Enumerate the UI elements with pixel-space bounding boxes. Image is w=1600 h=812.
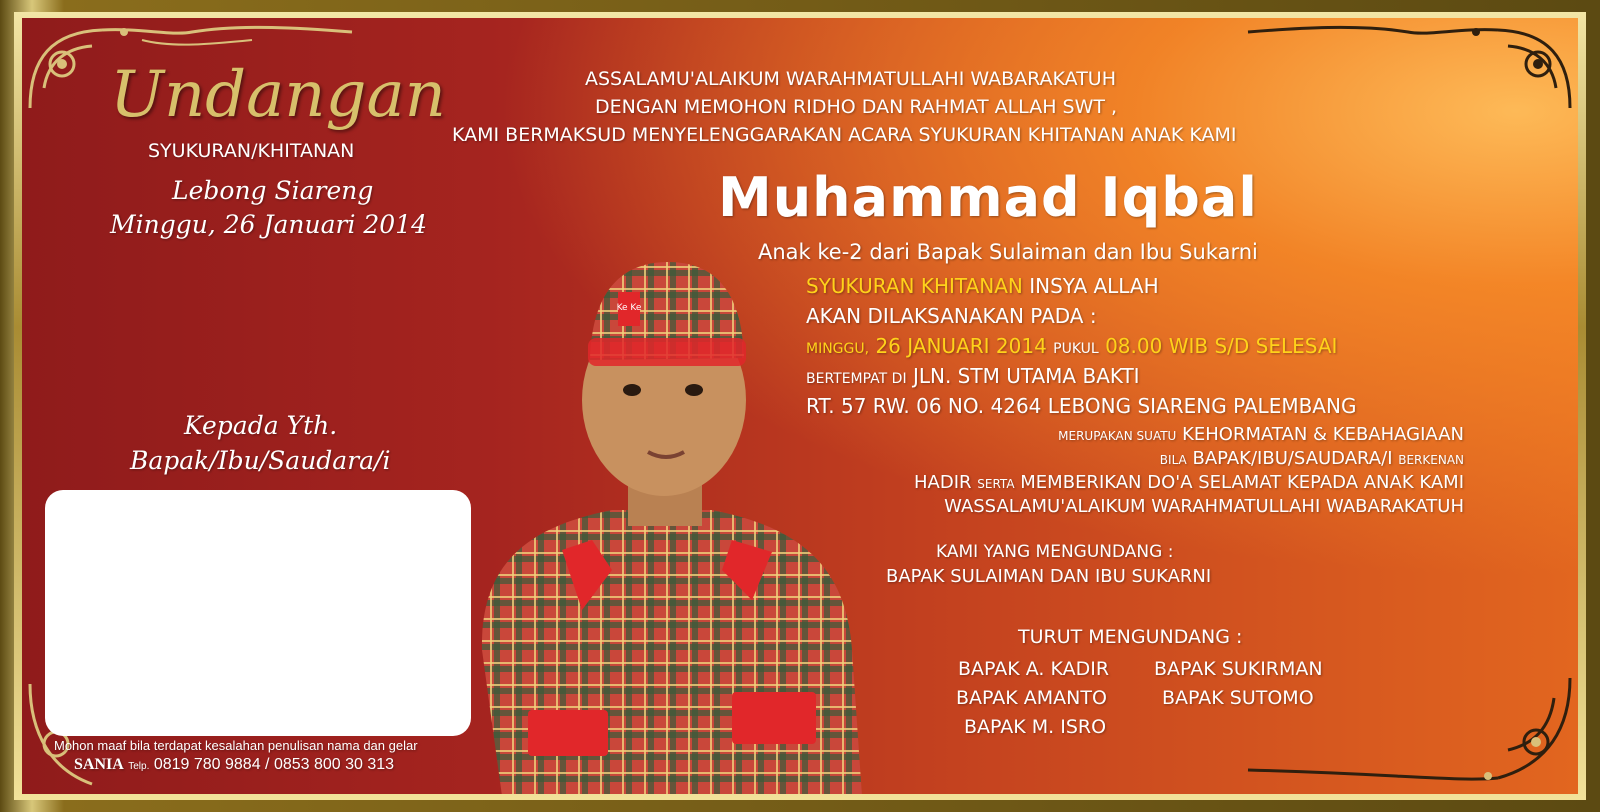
cap-badge: Ke Ke (616, 303, 642, 313)
closing-l2-small-b: BERKENAN (1398, 453, 1464, 467)
event-type-line (806, 274, 1159, 298)
greeting-line-3: KAMI BERMAKSUD MENYELENGGARAKAN ACARA SYUKURAN KHITANAN ANAK KAMI (452, 124, 1237, 146)
event-announce: AKAN DILAKSANAKAN PADA : (806, 304, 1097, 328)
apology-note: Mohon maaf bila terdapat kesalahan penulisan nama dan gelar (54, 738, 418, 753)
printer-credit (74, 756, 394, 774)
closing-l2-big: BAPAK/IBU/SAUDARA/I (1192, 448, 1393, 469)
event-subtitle: SYUKURAN/KHITANAN (148, 140, 355, 162)
closing-line-2 (1160, 448, 1464, 469)
event-place-line-1 (806, 364, 1140, 388)
event-type-highlight: SYUKURAN KHITANAN (806, 274, 1023, 298)
child-parents: Anak ke-2 dari Bapak Sulaiman dan Ibu Sukarni (758, 240, 1258, 264)
closing-l1-big: KEHORMATAN & KEBAHAGIAAN (1182, 424, 1464, 445)
child-name: Muhammad Iqbal (718, 166, 1258, 229)
event-place-line-2: RT. 57 RW. 06 NO. 4264 LEBONG SIARENG PALEMBANG (806, 394, 1357, 418)
event-place-label: BERTEMPAT DI (806, 371, 907, 387)
co-host-name: BAPAK A. KADIR (958, 658, 1110, 680)
closing-l2-small-a: BILA (1159, 453, 1187, 467)
corner-ornament-icon (1238, 664, 1578, 794)
co-hosts-label: TURUT MENGUNDANG : (1018, 626, 1243, 648)
recipient-heading: Kepada Yth. (184, 411, 338, 440)
greeting-line-2: DENGAN MEMOHON RIDHO DAN RAHMAT ALLAH SWT , (595, 96, 1118, 118)
hosts-names: BAPAK SULAIMAN DAN IBU SUKARNI (886, 566, 1212, 587)
closing-line-1 (1058, 424, 1464, 445)
event-date: Minggu, 26 Januari 2014 (110, 210, 428, 239)
printer-tel-prefix: Telp. (128, 761, 150, 772)
event-time-label: PUKUL (1053, 341, 1099, 357)
co-host-name: BAPAK AMANTO (956, 687, 1107, 709)
closing-l1-small: MERUPAKAN SUATU (1058, 429, 1177, 443)
printer-brand: SANIA (74, 756, 124, 773)
invitation-title: Undangan (110, 58, 446, 132)
event-date-value: 26 JANUARI 2014 (875, 334, 1047, 358)
hosts-label: KAMI YANG MENGUNDANG : (936, 542, 1174, 562)
event-place: Lebong Siareng (172, 176, 374, 205)
event-place-street: JLN. STM UTAMA BAKTI (912, 364, 1140, 388)
corner-ornament-icon (1238, 18, 1578, 128)
event-datetime-line (806, 334, 1337, 358)
closing-line-3 (914, 472, 1464, 493)
closing-l3-small: SERTA (977, 477, 1015, 491)
event-day: MINGGU, (806, 341, 870, 357)
co-host-name: BAPAK SUTOMO (1162, 687, 1314, 709)
recipient-name-box[interactable] (45, 490, 471, 736)
closing-l3-big-a: HADIR (914, 472, 972, 493)
co-host-name: BAPAK M. ISRO (964, 716, 1107, 738)
printer-phone: 0819 780 9884 / 0853 800 30 313 (153, 756, 395, 773)
event-type-rest: INSYA ALLAH (1029, 274, 1159, 298)
invitation-panel (22, 18, 1578, 794)
co-host-name: BAPAK SUKIRMAN (1154, 658, 1323, 680)
closing-line-4: WASSALAMU'ALAIKUM WARAHMATULLAHI WABARAKATUH (944, 496, 1464, 517)
closing-l3-big-b: MEMBERIKAN DO'A SELAMAT KEPADA ANAK KAMI (1020, 472, 1464, 493)
recipient-salutation: Bapak/Ibu/Saudara/i (130, 446, 391, 475)
event-time: 08.00 WIB S/D SELESAI (1105, 334, 1338, 358)
greeting-line-1: ASSALAMU'ALAIKUM WARAHMATULLAHI WABARAKATUH (585, 68, 1116, 90)
